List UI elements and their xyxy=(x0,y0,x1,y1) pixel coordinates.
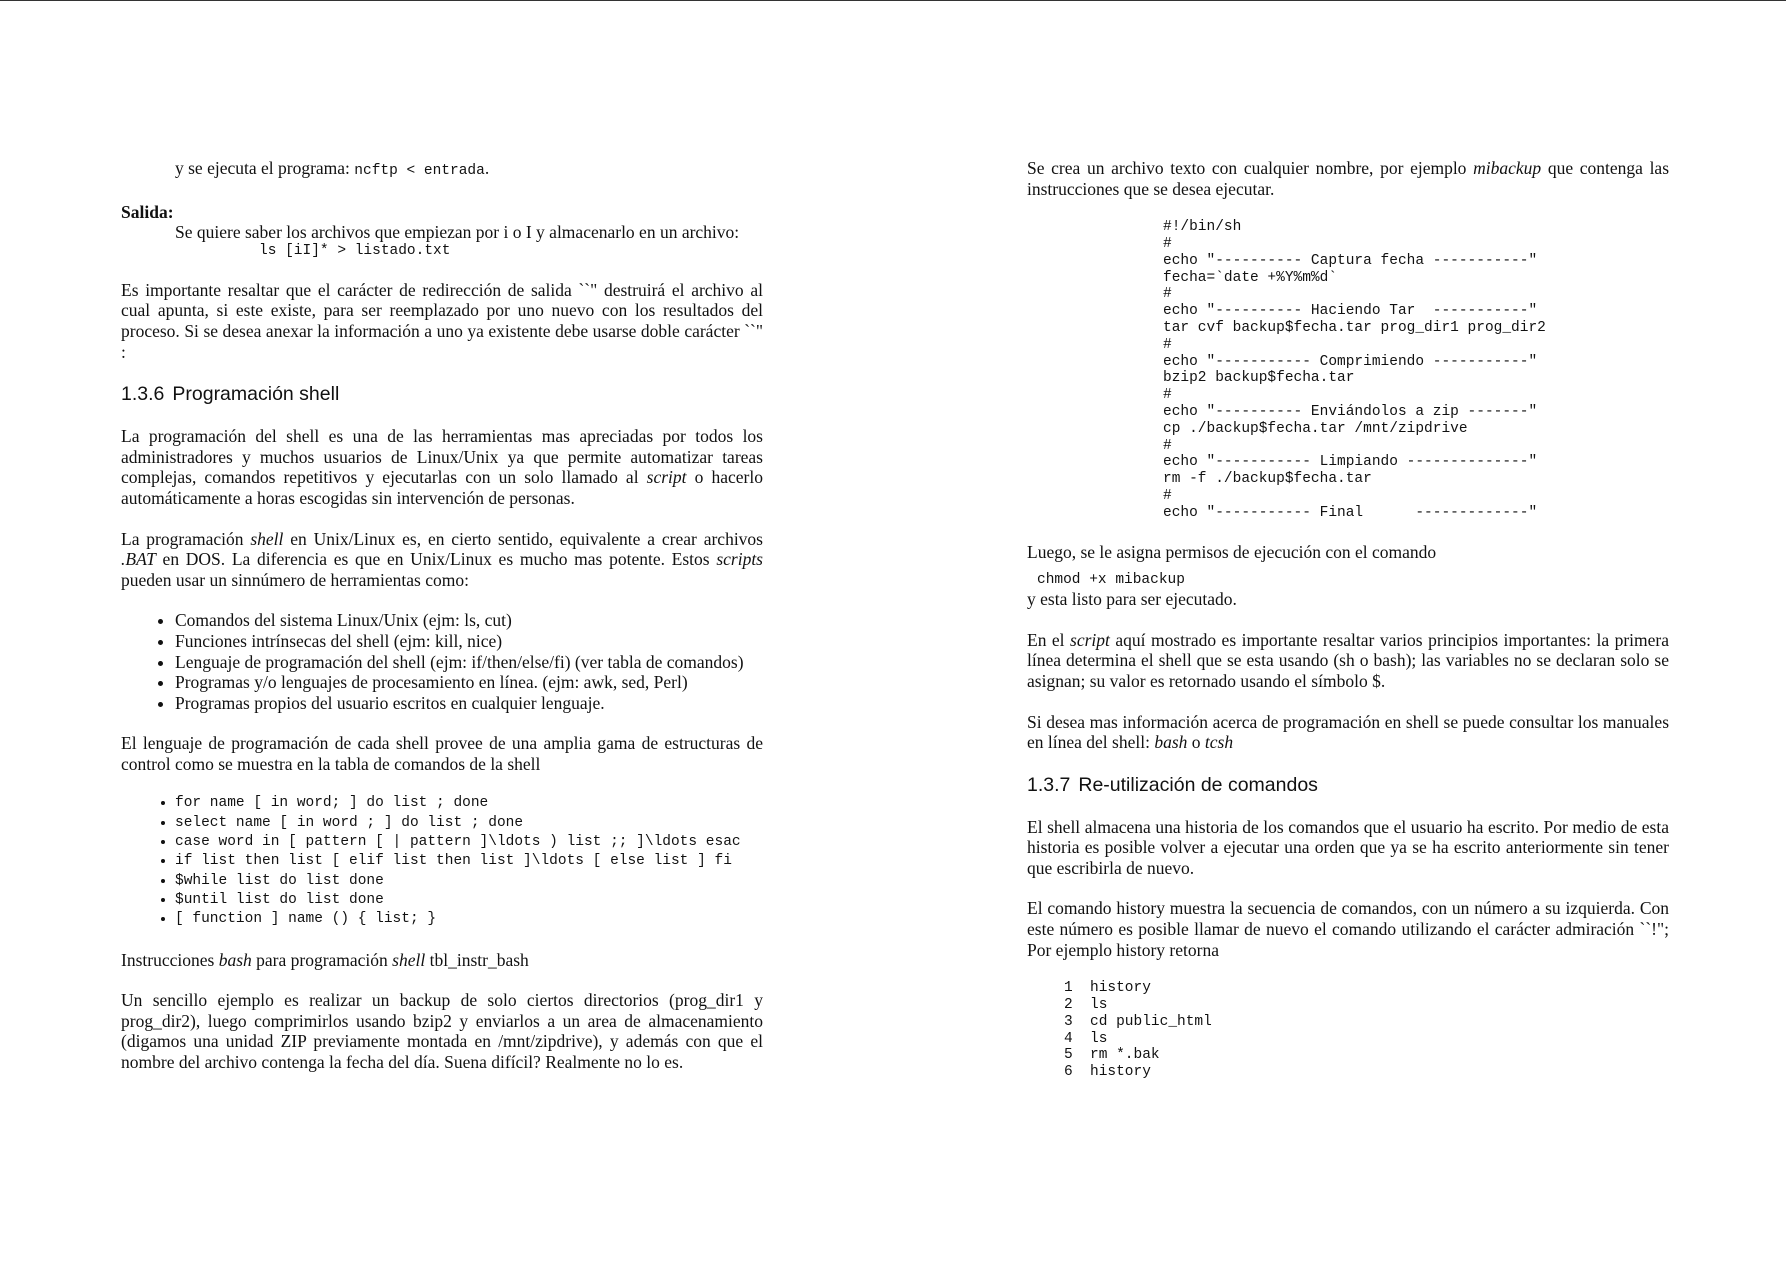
caption-part: Instrucciones xyxy=(121,949,219,970)
section-number: 1.3.6 xyxy=(121,383,165,406)
list-item: • Lenguaje de programación del shell (ejm: if/then/else/fi) (ver tabla de comandos) xyxy=(175,652,763,673)
history-number: 6 xyxy=(1064,1064,1073,1081)
redirection-paragraph: Es importante resaltar que el carácter de redirección de salida ``" destruirá el archivo al cual apunta, si este existe, para ser reemplazado por uno nuevo con los resultados del proceso. Si se desea anexar la información a uno ya existente debe usarse doble carácter ``" : xyxy=(121,279,763,362)
list-item: • Programas y/o lenguajes de procesamiento en línea. (ejm: awk, sed, Perl) xyxy=(175,672,763,693)
salida-label: Salida: xyxy=(121,201,174,222)
history-command: ls xyxy=(1090,1030,1108,1047)
ready-text: y esta listo para ser ejecutado. xyxy=(1027,589,1237,610)
history-row xyxy=(1064,997,1669,1014)
history-number: 4 xyxy=(1064,1030,1073,1047)
salida-code: ls [iI]* > listado.txt xyxy=(259,242,451,259)
list-item: • $while list do list done xyxy=(175,872,763,891)
para-part: aquí mostrado es importante resaltar varios principios importantes: la primera línea determina el shell que se esta usando (sh o bash); las variables no se declaran solo se asignan; su valor es retornado usando el símbolo $. xyxy=(1027,629,1669,691)
list-item: • $until list do list done xyxy=(175,891,763,910)
list-item: • [ function ] name () { list; } xyxy=(175,910,763,929)
history-row xyxy=(1064,1031,1669,1048)
para-part: script xyxy=(1070,629,1110,650)
salida-text: Se quiere saber los archivos que empiezan por i o I y almacenarlo en un archivo: xyxy=(175,222,740,243)
history-command: cd public_html xyxy=(1090,1013,1212,1030)
list-item: • for name [ in word; ] do list ; done xyxy=(175,794,763,813)
chmod-intro: Luego, se le asigna permisos de ejecución con el comando xyxy=(1027,541,1437,562)
para-part: bash xyxy=(1154,732,1188,753)
history-command-paragraph: El comando history muestra la secuencia de comandos, con un número a su izquierda. Con este número es posible llamar de nuevo el comando utilizando el carácter admiración ``!"; Por ejemplo history retorna xyxy=(1027,898,1669,960)
constructs-list xyxy=(121,794,763,929)
section-title: Programación shell xyxy=(172,383,340,406)
section-heading-1-3-6 xyxy=(121,382,763,406)
para-part: Si desea mas información acerca de programación en shell se puede consultar los manuales en línea del shell: xyxy=(1027,711,1669,753)
list-item: • Programas propios del usuario escritos en cualquier lenguaje. xyxy=(175,693,763,714)
table-caption xyxy=(121,950,763,971)
run-line-text: y se ejecuta el programa: xyxy=(175,158,355,178)
para-part: tcsh xyxy=(1204,732,1234,753)
intro-filename: mibackup xyxy=(1473,158,1542,178)
list-item: • Funciones intrínsecas del shell (ejm: kill, nice) xyxy=(175,631,763,652)
history-number: 5 xyxy=(1064,1047,1073,1064)
backup-example-paragraph: Un sencillo ejemplo es realizar un backup de solo ciertos directorios (prog_dir1 y prog_dir2), luego comprimirlos usando bzip2 y enviarlos a un area de almacenamiento (digamos una unidad ZIP previamente montada en /mnt/zipdrive), y además con que el nombre del archivo contenga la fecha del día. Suena difícil? Realmente no lo es. xyxy=(121,990,763,1072)
caption-part: shell xyxy=(392,949,426,970)
bat-comparison-paragraph: La programación shell en Unix/Linux es, en cierto sentido, equivalente a crear archivos .BAT en DOS. La diferencia es que en Unix/Linux es mucho mas potente. Estos scripts pueden usar un sinnúmero de herramientas como: xyxy=(121,528,763,590)
run-line-code: ncftp < entrada xyxy=(354,163,485,179)
list-item: • if list then list [ elif list then list ]\ldots [ else list ] fi xyxy=(175,852,763,871)
history-output xyxy=(1027,980,1669,1081)
section-number: 1.3.7 xyxy=(1027,773,1071,796)
history-row xyxy=(1064,1064,1669,1081)
run-line xyxy=(121,158,763,182)
list-item: • Comandos del sistema Linux/Unix (ejm: ls, cut) xyxy=(175,610,763,631)
history-command: history xyxy=(1090,980,1151,997)
backup-script-code: #!/bin/sh # echo "---------- Captura fecha -----------" fecha=`date +%Y%m%d` # echo "---------- Haciendo Tar -----------" tar cvf backup$fecha.tar prog_dir1 prog_dir2 # echo "----------- Comprimiendo -----------" bzip2 backup$fecha.tar # echo "---------- Enviándolos a zip -------" cp ./backup$fecha.tar /mnt/zipdrive # echo "----------- Limpiando --------------" rm -f ./backup$fecha.tar # echo "----------- Final -------------" xyxy=(1163,219,1546,521)
left-column xyxy=(121,158,763,1073)
history-row xyxy=(1064,1014,1669,1031)
history-description-paragraph: El shell almacena una historia de los comandos que el usuario ha escrito. Por medio de esta historia es posible volver a ejecutar una orden que ya se ha escrito anteriormente sin tener que escribirla de nuevo. xyxy=(1027,816,1669,878)
section-heading-1-3-7 xyxy=(1027,773,1669,797)
list-item: • select name [ in word ; ] do list ; done xyxy=(175,814,763,833)
script-principles-paragraph xyxy=(1027,630,1669,692)
caption-part: bash xyxy=(218,949,252,970)
script-intro-paragraph xyxy=(1027,158,1669,199)
caption-part: tbl_instr_bash xyxy=(425,949,529,970)
history-command: history xyxy=(1090,1064,1151,1081)
chmod-command: chmod +x mibackup xyxy=(1037,572,1185,589)
history-command: rm *.bak xyxy=(1090,1047,1160,1064)
para-part: o xyxy=(1187,732,1205,753)
history-row xyxy=(1064,1047,1669,1064)
more-info-paragraph xyxy=(1027,712,1669,753)
history-number: 2 xyxy=(1064,997,1073,1014)
page-top-border xyxy=(0,0,1786,1)
shell-programming-paragraph: La programación del shell es una de las herramientas mas apreciadas por todos los administradores y muchos usuarios de Linux/Unix ya que permite automatizar tareas complejas, comandos repetitivos y ejecutarlas con un solo llamado al script o hacerlo automáticamente a horas escogidas sin intervención de personas. xyxy=(121,426,763,508)
section-title: Re-utilización de comandos xyxy=(1078,773,1318,796)
history-row xyxy=(1064,980,1669,997)
run-line-suffix: . xyxy=(484,158,490,178)
caption-part: para programación xyxy=(251,949,393,970)
intro-part: Se crea un archivo texto con cualquier nombre, por ejemplo xyxy=(1027,158,1474,178)
para-part: En el xyxy=(1027,629,1071,650)
right-column xyxy=(1027,158,1669,1081)
control-structures-paragraph: El lenguaje de programación de cada shell provee de una amplia gama de estructuras de control como se muestra en la tabla de comandos de la shell xyxy=(121,733,763,774)
history-command: ls xyxy=(1090,997,1108,1014)
history-number: 3 xyxy=(1064,1013,1073,1030)
intro-part: que contenga las instrucciones que se desea ejecutar. xyxy=(1027,158,1670,199)
history-number: 1 xyxy=(1064,980,1073,997)
tools-list xyxy=(121,610,763,713)
list-item: • case word in [ pattern [ | pattern ]\ldots ) list ;; ]\ldots esac xyxy=(175,833,763,852)
